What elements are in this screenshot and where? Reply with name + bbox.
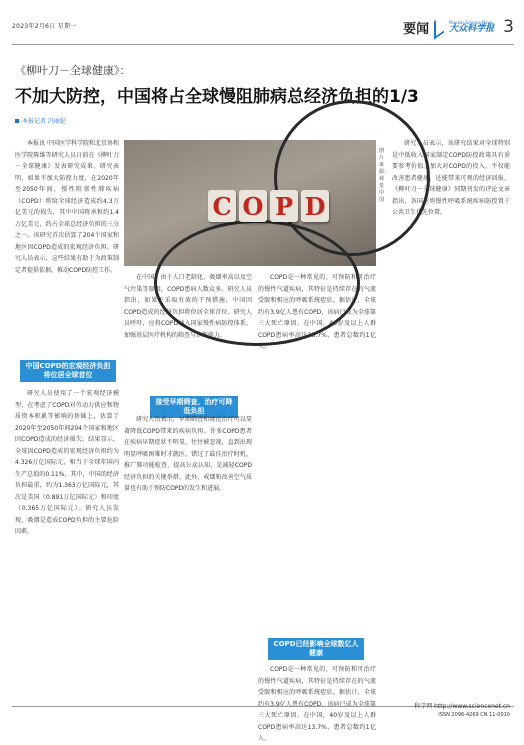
paragraph: 研究人员表示，早期筛查和规范治疗可以显著降低COPD带来的疾病负担。许多COPD患者在疾病早期症状不明显，往往被忽视，直到出现明显呼吸困难时才就医，错过了最佳治疗时机。推广肺功能检查、提高公众认知，是减轻COPD经济负担的关键举措。此外，戒烟和改善空气质量也有助于预防COPD的发生和进展。 [124, 416, 252, 492]
letter-block: D [301, 190, 329, 222]
subhead-1: 中国COPD的宏观经济负担将位居全球首位 [20, 360, 116, 382]
subhead-2: 接受早期筛查、治疗可降低负担 [150, 396, 238, 418]
copd-photo [124, 140, 376, 266]
page-header [403, 14, 514, 40]
header-rule [12, 44, 514, 45]
article-column-2b [124, 414, 252, 694]
byline-marker-icon [15, 119, 19, 123]
date-line: 2023年2月6日 星期一 [12, 23, 77, 30]
paragraph: COPD是一种常见的、可预防和可治疗的慢性气道疾病，其特征是持续存在的气流受限和相应的呼吸系统症状。据估计，全球约有3.9亿人患有COPD，该病已成为全球第三大死亡原因。在中国，40岁及以上人群COPD患病率高达13.7%，患者总数约1亿人。 [258, 666, 376, 742]
article-column-3 [258, 272, 376, 632]
paragraph: COPD是一种常见的、可预防和可治疗的慢性气道疾病，其特征是持续存在的气流受限和相应的呼吸系统症状。据估计，全球约有3.9亿人患有COPD，该病已成为全球第三大死亡原因。在中国，40岁及以上人群COPD患病率高达13.7%，患者总数约1亿人。 [258, 274, 376, 350]
masthead-en: Popular Science News [449, 19, 494, 25]
article-column-2 [124, 272, 252, 392]
byline [15, 116, 66, 125]
masthead-cn: 大众科学报 [449, 23, 495, 34]
footer-issn: ISSN 2096-4269 CN 11-0010 [438, 712, 510, 718]
copd-letter-blocks [208, 190, 329, 222]
section-label: 要闻 [403, 21, 430, 37]
footer-url: 科学网 http://www.sciencenet.cn [414, 703, 510, 710]
article-column-1b [15, 388, 119, 688]
photo-caption: 图片来源：视觉中国 [379, 148, 390, 203]
page-number: 3 [503, 17, 514, 37]
article-column-4 [392, 138, 510, 698]
chevron-icon [434, 14, 444, 39]
byline-text: 本报记者 冯丽妃 [22, 118, 66, 125]
article-kicker: 《柳叶刀－全球健康》： [15, 64, 131, 77]
paragraph: 研究人员使用了一个宏观经济模型，在考虑了COPD对劳动力供应和物质资本积累等影响的基础上，估算了2020年至2050年间204个国家和地区因COPD造成的经济损失。结果显示，全球因COPD造成的宏观经济负担约为4.326万亿国际元，相当于全球年国内生产总值的0.11%。其中，中国的经济负担最重，约为1.363万亿国际元，其次是美国（0.891万亿国际元）和印度（0.365万亿国际元）。研究人员发现，吸烟是造成COPD负担的主要危险因素。 [15, 390, 119, 535]
article-headline: 不加大防控，中国将占全球慢阻肺病总经济负担的1/3 [15, 87, 419, 107]
article-column-1 [15, 138, 119, 358]
letter-block: O [239, 190, 267, 222]
paragraph: 在中国，由于人口老龄化、吸烟率高以及空气污染等原因，COPD患病人数众多。研究人员指出，如果不采取有效的干预措施，中国因COPD造成的经济负担将位居全球首位。研究人员呼吁，应将COPD纳入国家慢性病防控体系，加强基层医疗机构的筛查与诊断能力。 [124, 274, 252, 339]
paragraph: 研究人员表示，该研究结果对全球特别是中低收入国家制定COPD防控政策具有重要参考价值。加大对COPD的投入，不仅能改善患者健康，还能带来可观的经济回报。《柳叶刀－全球健康》同期刊发的评论文章指出，各国应将慢性呼吸系统疾病防控置于公共卫生优先位置。 [392, 140, 510, 216]
article-column-3b [258, 664, 376, 742]
letter-block: C [208, 190, 236, 222]
masthead [449, 21, 494, 34]
paragraph: 本报讯 中国医学科学院和北京协和医学院陈维等研究人员日前在《柳叶刀－全球健康》发表研究成果。研究表明，如果不加大防控力度，在2020年至2050年间，慢性阻塞性肺疾病（COPD）将给全球经济造成约4.3万亿美元的损失，其中中国将承担约1.4万亿美元，约占全球总经济负担的三分之一。该研究首次估算了204个国家和地区因COPD造成的宏观经济负担。研究人员表示，这些结果有助于为政策制定者提供依据，推动COPD防控工作。 [15, 140, 119, 274]
letter-block: P [270, 190, 298, 222]
subhead-3: COPD已经影响全球数亿人健康 [268, 638, 364, 660]
